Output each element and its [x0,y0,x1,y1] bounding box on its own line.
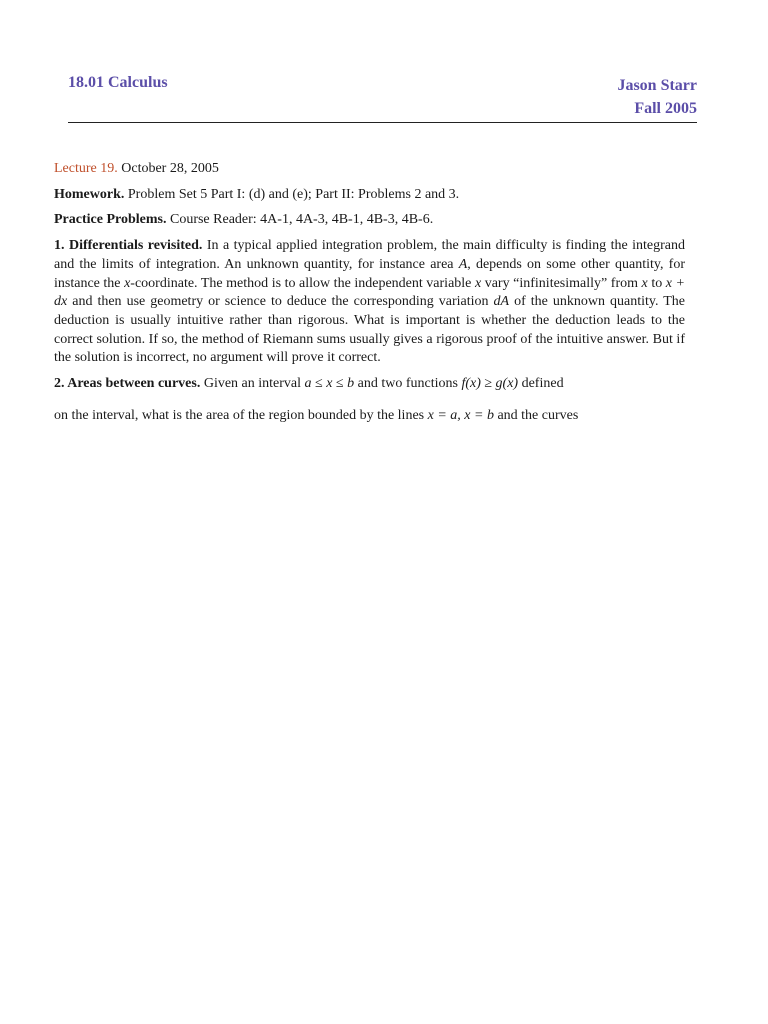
section1-text-5: to [647,275,666,291]
term: Fall 2005 [634,100,697,117]
section1-text-1: In a typical applied integration problem, the main difficulty is finding the integrand and the limits of integration. An unknown quantity, for instance area [54,238,686,272]
section2-text-4: on the interval, what is the area of the region bounded by the lines [54,407,428,423]
section2-math-3: x = a, x = b [427,407,494,423]
section2-math-1: a ≤ x ≤ b [304,376,355,392]
section-differentials [54,237,685,368]
homework-text: Problem Set 5 Part I: (d) and (e); Part II: Problems 2 and 3. [127,186,460,202]
section1-heading: 1. Differentials revisited. [54,238,203,254]
section2-math-2: f(x) ≥ g(x) [461,376,519,392]
author-block [617,74,697,120]
lecture-notes-body [54,160,685,432]
page-header [68,74,697,123]
section1-math-6: dA [493,294,510,310]
section-areas [54,375,685,394]
section1-math-1: A [458,256,468,272]
section1-math-4: x [641,275,648,291]
author-name: Jason Starr [617,77,697,94]
section1-math-5: x + dx [54,275,685,310]
practice-text: Course Reader: 4A-1, 4A-3, 4B-1, 4B-3, 4B-6. [169,212,434,228]
homework-line [54,186,685,205]
lecture-line [54,160,685,179]
section-areas-continued [54,407,685,426]
section2-text-3: defined [518,376,564,392]
course-title: 18.01 Calculus [68,74,168,91]
section2-text-5: and the curves [493,407,579,423]
section1-text-6: and then use geometry or science to deduce the corresponding variation [67,294,494,310]
section2-heading: 2. Areas between curves. [54,376,201,392]
lecture-date: October 28, 2005 [121,161,219,176]
section1-text-3: -coordinate. The method is to allow the independent variable [130,275,475,291]
section1-math-3: x [474,275,482,291]
section1-text-2: , depends on some other quantity, for instance the [54,256,685,291]
section2-text-2: and two functions [354,376,462,392]
practice-label: Practice Problems. [54,212,167,228]
section1-text-4: vary “infinitesimally” from [481,275,642,291]
section1-text-7: of the unknown quantity. The deduction is usually intuitive rather than rigorous. What is important is whether the deduction leads to the correct solution. If so, the method of Riemann sums usually gives a rigorous proof of the intuitive answer. But if the solution is incorrect, no argument will prove it correct. [54,294,686,366]
practice-line [54,211,685,230]
section2-text-1: Given an interval [203,376,305,392]
lecture-label: Lecture 19. [54,161,118,176]
homework-label: Homework. [54,186,125,202]
section1-math-2: x [124,275,131,291]
